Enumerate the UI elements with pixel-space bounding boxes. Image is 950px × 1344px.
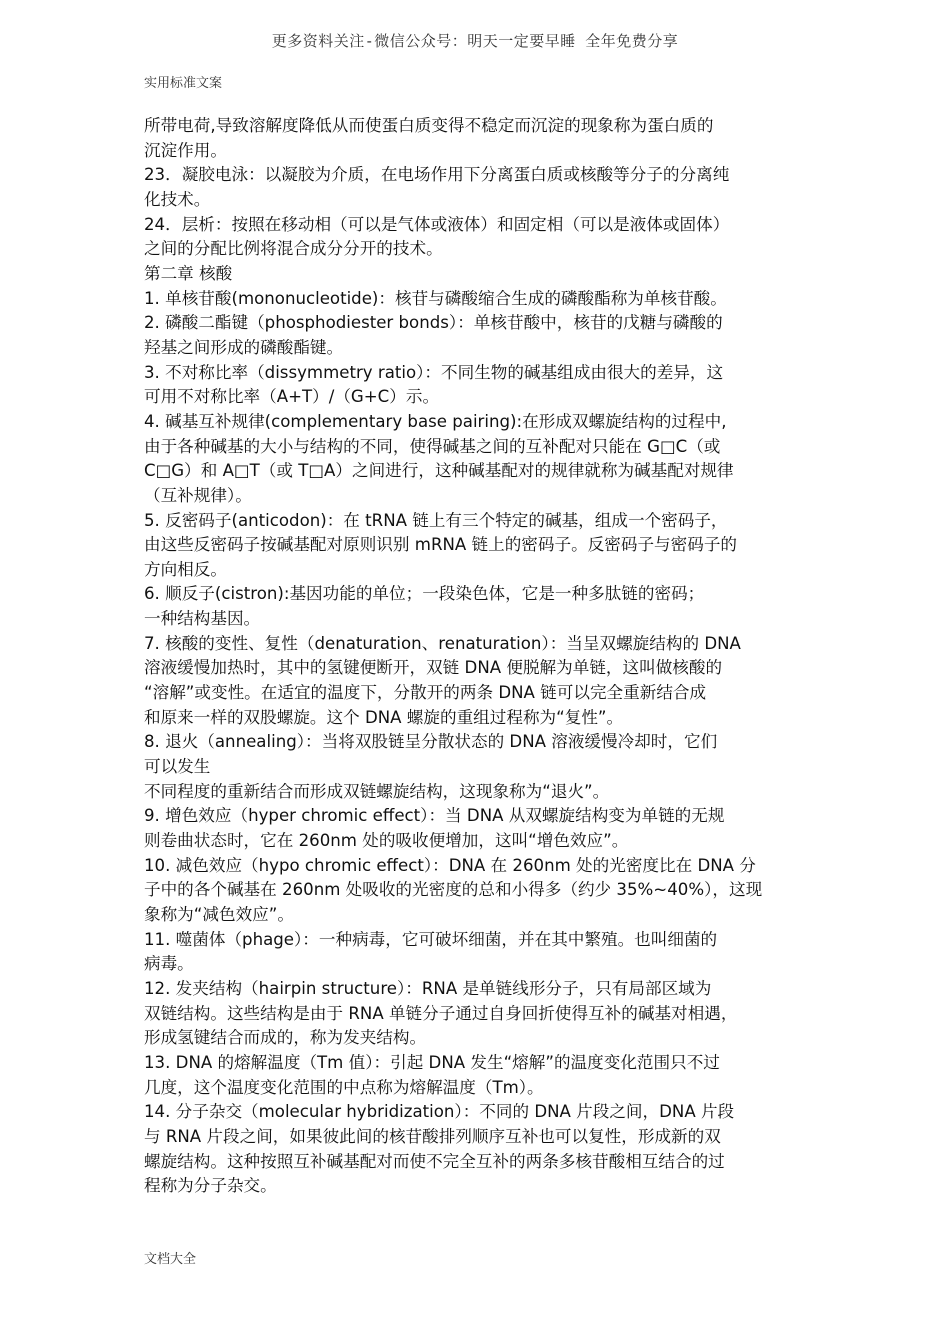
text-line: 一种结构基因。 [144, 609, 261, 629]
text-line: 12. 发夹结构（hairpin structure）：RNA 是单链线形分子，只有局部区域为 [144, 978, 712, 998]
text-line: 13. DNA 的熔解温度（Tm 值）：引起 DNA 发生“熔解”的温度变化范围只不过 [144, 1052, 720, 1072]
text-line: 7. 核酸的变性、复性（denaturation、renaturation）：当呈双螺旋结构的 DNA [144, 633, 741, 653]
text-line: 程称为分子杂交。 [144, 1176, 277, 1196]
text-line: 24．层析：按照在移动相（可以是气体或液体）和固定相（可以是液体或固体） [144, 214, 730, 234]
text-line: 9. 增色效应（hyper chromic effect）：当 DNA 从双螺旋结构变为单链的无规 [144, 806, 725, 826]
document-footer: 文档大全 [144, 1252, 197, 1267]
text-line: 象称为“减色效应”。 [144, 905, 294, 924]
text-line: 化技术。 [144, 189, 211, 209]
text-line: 则卷曲状态时，它在 260nm 处的吸收便增加，这叫“增色效应”。 [144, 831, 629, 851]
text-line: 和原来一样的双股螺旋。这个 DNA 螺旋的重组过程称为“复性”。 [144, 707, 624, 727]
text-line: “溶解”或变性。在适宜的温度下，分散开的两条 DNA 链可以完全重新结合成 [144, 683, 707, 703]
text-line: 子中的各个碱基在 260nm 处吸收的光密度的总和小得多（约少 35%~40%），这现 [144, 880, 763, 900]
text-line: 沉淀作用。 [144, 140, 227, 160]
text-line: 可以发生 [144, 757, 211, 777]
text-line: 由于各种碱基的大小与结构的不同，使得碱基之间的互补配对只能在 G□C（或 [144, 436, 721, 456]
text-line: 14. 分子杂交（molecular hybridization）：不同的 DNA 片段之间，DNA 片段 [144, 1102, 735, 1122]
chapter-heading: 第二章 核酸 [144, 263, 233, 283]
text-line: 所带电荷,导致溶解度降低从而使蛋白质变得不稳定而沉淀的现象称为蛋白质的 [144, 116, 714, 135]
text-line: 之间的分配比例将混合成分分开的技术。 [144, 239, 443, 259]
text-line: 由这些反密码子按碱基配对原则识别 mRNA 链上的密码子。反密码子与密码子的 [144, 535, 738, 555]
text-line: 3. 不对称比率（dissymmetry ratio）：不同生物的碱基组成由很大的差异，这 [144, 362, 724, 382]
text-line: 几度，这个温度变化范围的中点称为熔解温度（Tm）。 [144, 1077, 544, 1097]
document-body [144, 114, 808, 1199]
text-line: 螺旋结构。这种按照互补碱基配对而使不完全互补的两条多核苷酸相互结合的过 [144, 1151, 725, 1171]
page-banner: 更多资料关注-微信公众号：明天一定要早睡 全年免费分享 [271, 32, 679, 50]
text-line: 羟基之间形成的磷酸酯键。 [144, 337, 344, 357]
text-line: （互补规律）。 [144, 485, 252, 505]
text-line: 11. 噬菌体（phage）：一种病毒，它可破坏细菌，并在其中繁殖。也叫细菌的 [144, 929, 718, 949]
text-line: 形成氢键结合而成的，称为发夹结构。 [144, 1028, 427, 1048]
text-line: 8. 退火（annealing）：当将双股链呈分散状态的 DNA 溶液缓慢冷却时，它们 [144, 732, 718, 752]
text-line: 6. 顺反子(cistron):基因功能的单位；一段染色体，它是一种多肽链的密码； [144, 584, 705, 604]
text-line: 4. 碱基互补规律(complementary base pairing):在形成双螺旋结构的过程中, [144, 411, 727, 431]
text-line: 23．凝胶电泳：以凝胶为介质，在电场作用下分离蛋白质或核酸等分子的分离纯 [144, 165, 730, 185]
text-line: 病毒。 [144, 954, 194, 974]
document-header: 实用标准文案 [144, 76, 223, 91]
text-line: 2. 磷酸二酯键（phosphodiester bonds）：单核苷酸中，核苷的戊糖与磷酸的 [144, 313, 723, 333]
text-line: 10. 减色效应（hypo chromic effect）：DNA 在 260nm 处的光密度比在 DNA 分 [144, 855, 756, 875]
text-line: C□G）和 A□T（或 T□A）之间进行，这种碱基配对的规律就称为碱基配对规律 [144, 461, 734, 481]
text-line: 5. 反密码子(anticodon)：在 tRNA 链上有三个特定的碱基，组成一个密码子， [144, 510, 728, 530]
text-line: 双链结构。这些结构是由于 RNA 单链分子通过自身回折使得互补的碱基对相遇， [144, 1003, 738, 1023]
text-line: 与 RNA 片段之间，如果彼此间的核苷酸排列顺序互补也可以复性，形成新的双 [144, 1126, 721, 1146]
text-line: 方向相反。 [144, 559, 227, 579]
text-line: 不同程度的重新结合而形成双链螺旋结构，这现象称为“退火”。 [144, 781, 610, 801]
text-line: 1. 单核苷酸(mononucleotide)：核苷与磷酸缩合生成的磷酸酯称为单核苷酸。 [144, 288, 727, 308]
text-line: 溶液缓慢加热时，其中的氢键便断开，双链 DNA 便脱解为单链，这叫做核酸的 [144, 658, 723, 678]
text-line: 可用不对称比率（A+T）/（G+C）示。 [144, 387, 440, 407]
